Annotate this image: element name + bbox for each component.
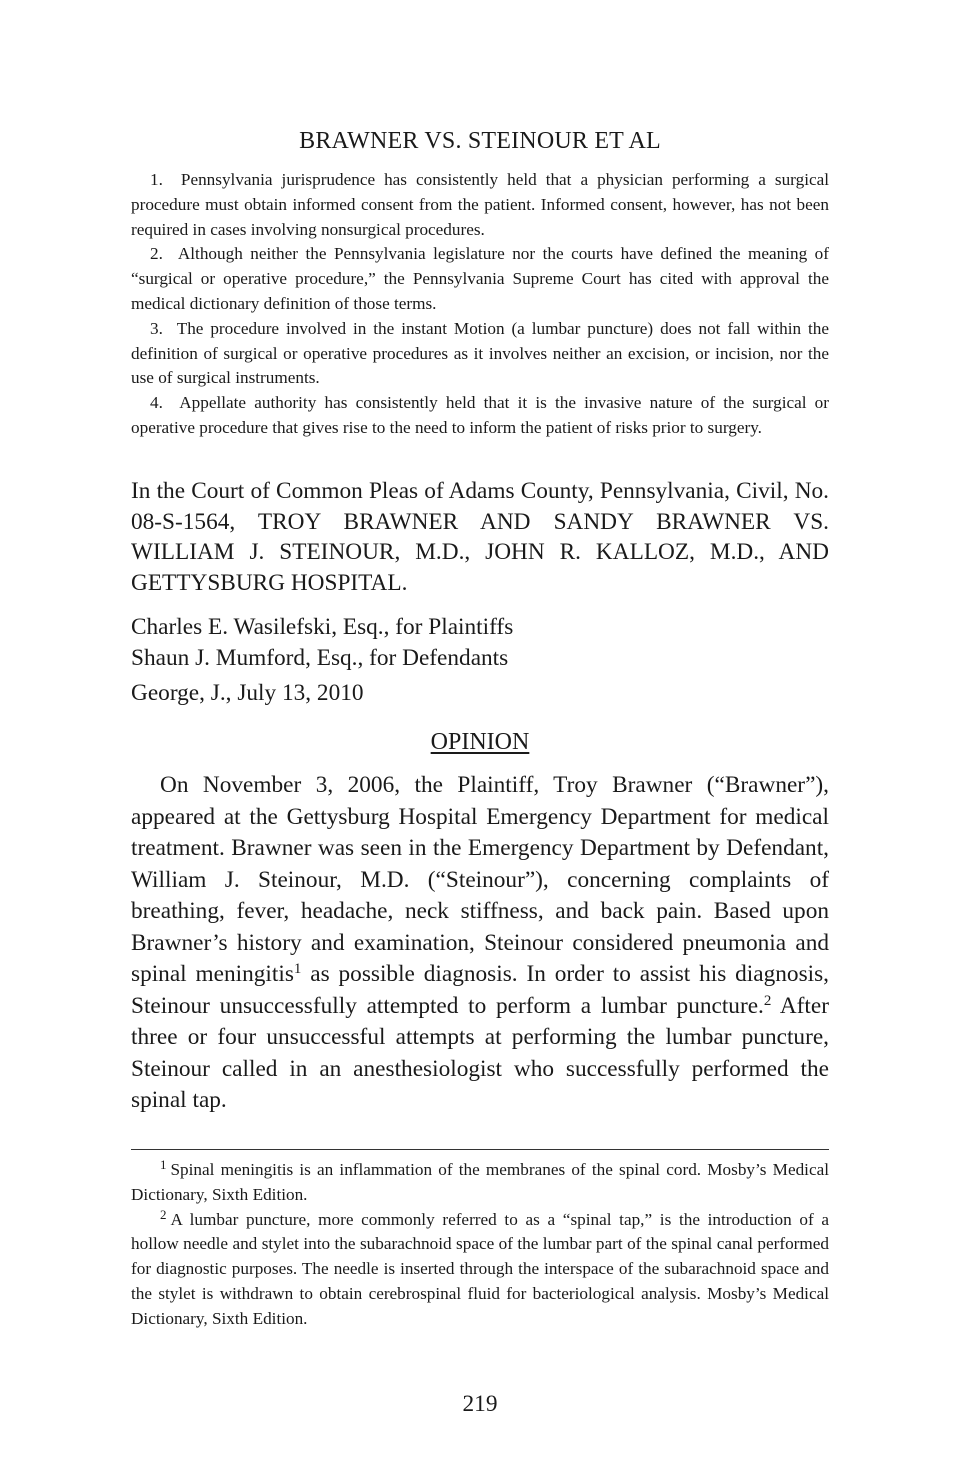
headnotes bbox=[131, 168, 829, 441]
headnote: 3. The procedure involved in the instant Motion (a lumbar puncture) does not fall within the definition of surgical or operative procedures as it involves neither an excision, or incision, nor the use of surgical instruments. bbox=[131, 318, 829, 388]
headnote: 1. Pennsylvania jurisprudence has consistently held that a physician performing a surgical procedure must obtain informed consent from the patient. Informed consent, however, has not been required in cases involving nonsurgical procedures. bbox=[131, 170, 829, 239]
footnote-number: 1 bbox=[160, 1157, 167, 1172]
plaintiff-counsel: Charles E. Wasilefski, Esq., for Plaintiffs bbox=[131, 614, 514, 640]
footnote-divider bbox=[131, 1149, 829, 1150]
counsel-block bbox=[131, 612, 829, 673]
footnote-reference[interactable]: 2 bbox=[763, 992, 772, 1009]
footnote bbox=[131, 1158, 829, 1208]
opinion-text: After three or four unsuccessful attempts at performing the lumbar puncture, Steinour called in an anesthesiologist who successfully performed the spinal tap. bbox=[131, 992, 829, 1113]
footnote-reference[interactable]: 1 bbox=[293, 961, 302, 977]
footnote-number: 2 bbox=[160, 1206, 167, 1222]
opinion-text: as possible diagnosis. In order to assist his diagnosis, Steinour unsuccessfully attempted to perform a lumbar puncture. bbox=[131, 961, 829, 1019]
headnote: 2. Although neither the Pennsylvania legislature nor the courts have defined the meaning of “surgical or operative procedure,” the Pennsylvania Supreme Court has cited with approval the medical dictionary definition of those terms. bbox=[131, 244, 829, 313]
opinion-paragraph bbox=[131, 770, 829, 1117]
footnote-text: A lumbar puncture, more commonly referred to as a “spinal tap,” is the introduction of a hollow needle and stylet into the subarachnoid space of the lumbar part of the spinal canal performed for diagnostic purposes. The needle is inserted through the interspace of the subarachnoid space and the stylet is withdrawn to obtain cerebrospinal fluid for bacteriological analysis. Mosby’s Medical Dictionary, Sixth Edition. bbox=[131, 1209, 829, 1328]
defendant-counsel: Shaun J. Mumford, Esq., for Defendants bbox=[131, 644, 509, 671]
footnote bbox=[131, 1208, 829, 1332]
headnote: 4. Appellate authority has consistently held that it is the invasive nature of the surgical or operative procedure that gives rise to the need to inform the patient of risks prior to surgery. bbox=[131, 393, 829, 437]
opinion-text: On November 3, 2006, the Plaintiff, Troy Brawner (“Brawner”), appeared at the Gettysburg Hospital Emergency Department for medical treatment. Brawner was seen in the Emergency Department by Defendant, William J. Steinour, M.D. (“Steinour”), concerning complaints of breathing, fever, headache, neck stiffness, and back pain. Based upon Brawner’s history and examination, Steinour considered pneumonia and spinal meningitis bbox=[131, 772, 829, 987]
running-head: BRAWNER VS. STEINOUR ET AL bbox=[299, 128, 661, 154]
page-number: 219 bbox=[462, 1391, 498, 1417]
judge-date-line: George, J., July 13, 2010 bbox=[131, 680, 364, 706]
footnotes bbox=[131, 1158, 829, 1332]
opinion-heading: OPINION bbox=[430, 729, 530, 755]
footnote-text: Spinal meningitis is an inflammation of the membranes of the spinal cord. Mosby’s Medical Dictionary, Sixth Edition. bbox=[131, 1160, 829, 1204]
case-caption: In the Court of Common Pleas of Adams County, Pennsylvania, Civil, No. 08-S-1564, TROY BRAWNER AND SANDY BRAWNER VS. WILLIAM J. STEINOUR, M.D., JOHN R. KALLOZ, M.D., AND GETTYSBURG HOSPITAL. bbox=[131, 478, 829, 596]
